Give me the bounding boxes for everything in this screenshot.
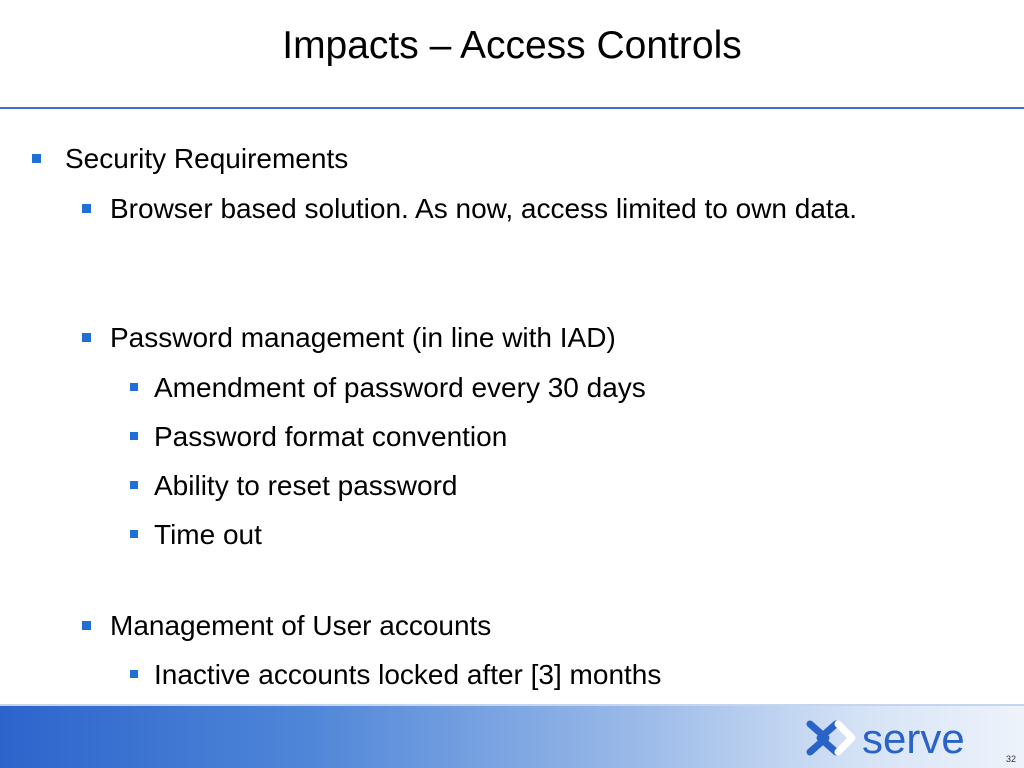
bullet-item — [154, 417, 507, 457]
xoserve-logo — [804, 712, 1016, 760]
bullet-text: Password format convention — [154, 421, 508, 452]
bullet-item — [154, 466, 457, 506]
bullet-item — [110, 189, 960, 229]
square-bullet-icon — [130, 383, 138, 391]
logo-wordmark: serve — [862, 715, 965, 760]
bullet-text: Security Requirements — [65, 143, 349, 174]
square-bullet-icon — [130, 481, 138, 489]
bullet-item — [110, 606, 491, 646]
square-bullet-icon — [130, 530, 138, 538]
bullet-text: Time out — [154, 519, 262, 550]
square-bullet-icon — [32, 154, 41, 163]
bullet-text: Password management (in line with IAD) — [110, 322, 616, 353]
bullet-item — [154, 368, 646, 408]
square-bullet-icon — [82, 204, 91, 213]
square-bullet-icon — [82, 333, 91, 342]
slide-title: Impacts – Access Controls — [282, 24, 742, 67]
page-number: 32 — [1005, 754, 1016, 764]
title-divider — [0, 107, 1024, 109]
bullet-item — [154, 515, 262, 555]
bullet-text: Amendment of password every 30 days — [154, 372, 646, 403]
bullet-item — [154, 655, 661, 695]
bullet-text: Browser based solution. As now, access limited to own data. — [110, 193, 858, 224]
square-bullet-icon — [130, 432, 138, 440]
bullet-text: Management of User accounts — [110, 610, 492, 641]
bullet-item — [65, 139, 348, 179]
bullet-item — [110, 318, 616, 358]
square-bullet-icon — [130, 670, 138, 678]
square-bullet-icon — [82, 621, 91, 630]
bullet-text: Inactive accounts locked after [3] months — [154, 659, 662, 690]
bullet-text: Ability to reset password — [154, 470, 458, 501]
